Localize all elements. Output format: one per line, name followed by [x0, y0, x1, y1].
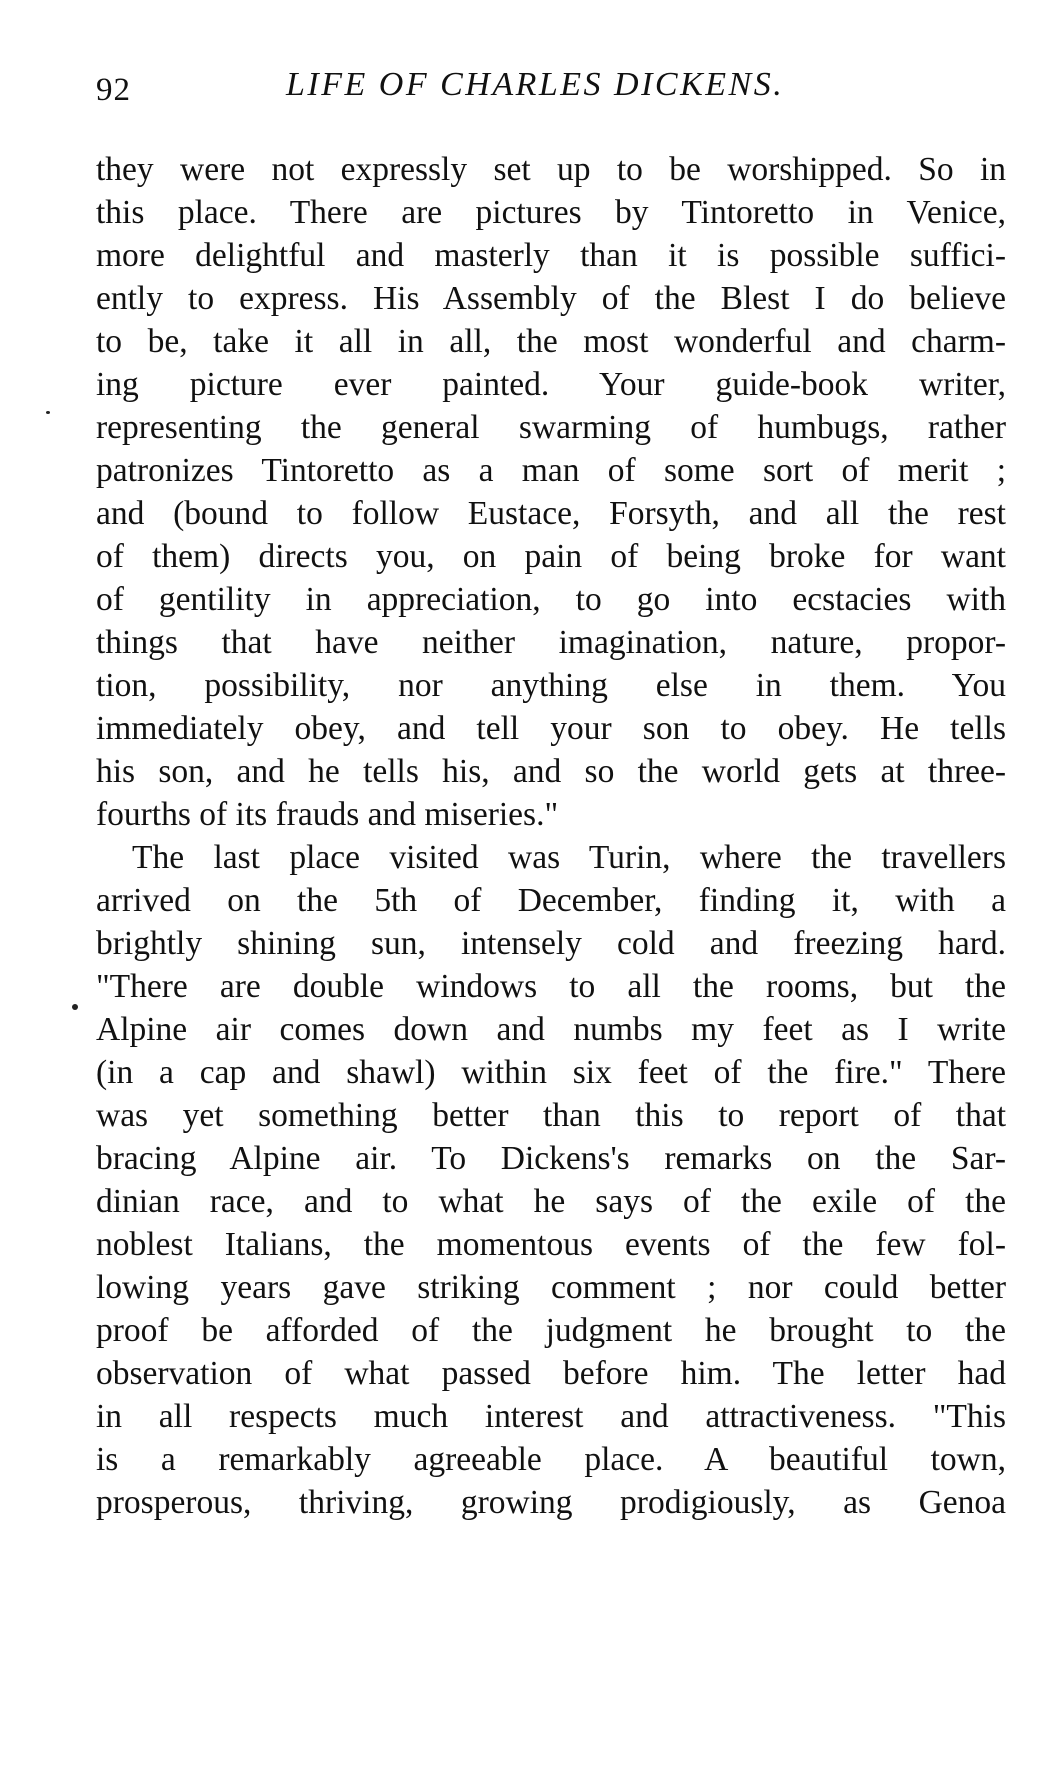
- text-line: (in a cap and shawl) within six feet of the fire." There: [96, 1054, 1006, 1091]
- text-line: of gentility in appreciation, to go into ecstacies with: [96, 581, 1006, 618]
- text-line: noblest Italians, the momentous events of the few fol-: [96, 1226, 1006, 1263]
- page-header: [96, 66, 1006, 116]
- text-line: his son, and he tells his, and so the world gets at three-: [96, 753, 1006, 790]
- text-line: representing the general swarming of humbugs, rather: [96, 409, 1006, 446]
- text-line: of them) directs you, on pain of being broke for want: [96, 538, 1006, 575]
- text-line: ing picture ever painted. Your guide-book writer,: [96, 366, 1006, 403]
- text-line: this place. There are pictures by Tintoretto in Venice,: [96, 194, 1006, 231]
- text-line: immediately obey, and tell your son to obey. He tells: [96, 710, 1006, 747]
- text-line: more delightful and masterly than it is possible suffici-: [96, 237, 1006, 274]
- text-line: things that have neither imagination, nature, propor-: [96, 624, 1006, 661]
- text-line: "There are double windows to all the rooms, but the: [96, 968, 1006, 1005]
- text-line: brightly shining sun, intensely cold and freezing hard.: [96, 925, 1006, 962]
- text-line: proof be afforded of the judgment he brought to the: [96, 1312, 1006, 1349]
- text-line: Alpine air comes down and numbs my feet as I write: [96, 1011, 1006, 1048]
- margin-speck: [72, 1004, 78, 1010]
- text-line: ently to express. His Assembly of the Blest I do believe: [96, 280, 1006, 317]
- text-line: in all respects much interest and attractiveness. "This: [96, 1398, 1006, 1435]
- text-line: and (bound to follow Eustace, Forsyth, and all the rest: [96, 495, 1006, 532]
- text-line: dinian race, and to what he says of the exile of the: [96, 1183, 1006, 1220]
- body-text: [96, 148, 1006, 1524]
- text-line: lowing years gave striking comment ; nor could better: [96, 1269, 1006, 1306]
- text-line: The last place visited was Turin, where the travellers: [132, 839, 1006, 876]
- text-line: fourths of its frauds and miseries.": [96, 796, 559, 833]
- text-line: observation of what passed before him. The letter had: [96, 1355, 1006, 1392]
- page-number: 92: [96, 72, 131, 108]
- text-line: they were not expressly set up to be worshipped. So in: [96, 151, 1006, 188]
- text-line: bracing Alpine air. To Dickens's remarks on the Sar-: [96, 1140, 1006, 1177]
- text-line: was yet something better than this to report of that: [96, 1097, 1006, 1134]
- text-line: to be, take it all in all, the most wonderful and charm-: [96, 323, 1006, 360]
- text-line: tion, possibility, nor anything else in them. You: [96, 667, 1006, 704]
- text-line: arrived on the 5th of December, finding it, with a: [96, 882, 1006, 919]
- margin-speck: [46, 411, 50, 414]
- text-line: prosperous, thriving, growing prodigiously, as Genoa: [96, 1484, 1006, 1521]
- running-head: LIFE OF CHARLES DICKENS.: [286, 66, 785, 103]
- text-line: is a remarkably agreeable place. A beautiful town,: [96, 1441, 1006, 1478]
- text-line: patronizes Tintoretto as a man of some sort of merit ;: [96, 452, 1006, 489]
